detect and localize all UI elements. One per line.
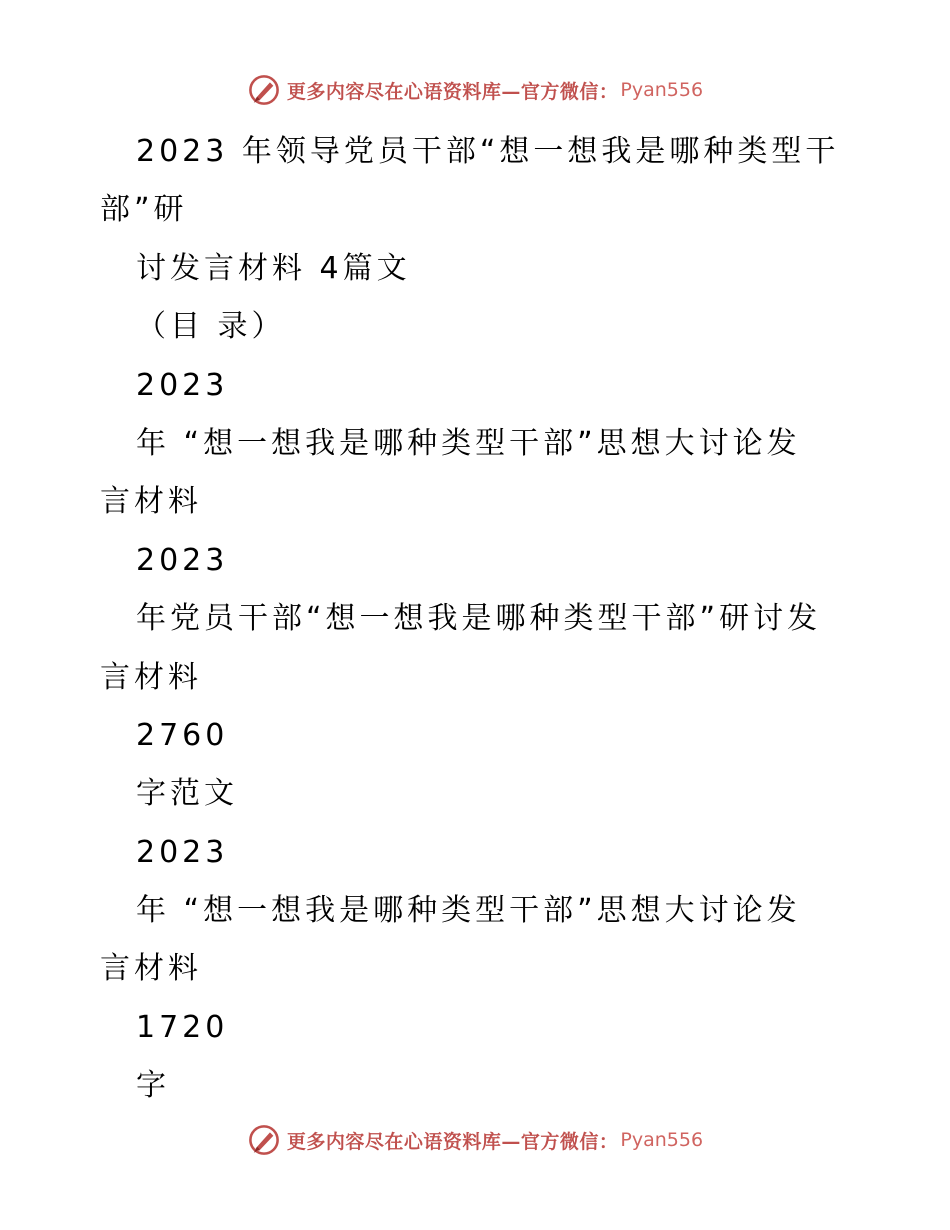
header-watermark <box>0 70 950 110</box>
toc-entry-line-continued: 言材料 <box>100 659 202 695</box>
title-line: 讨发言材料 4篇文 <box>136 250 411 286</box>
toc-entry-line: 2760 <box>136 717 229 753</box>
toc-entry-line: 1720 <box>136 1009 229 1045</box>
banner-text: 更多内容尽在心语资料库—官方微信： <box>286 1130 619 1153</box>
title-line-continued: 部”研 <box>100 192 188 228</box>
toc-entry-line: 2023 <box>136 542 229 578</box>
pen-logo-icon <box>247 73 281 107</box>
toc-entry-line: 2023 <box>136 367 229 403</box>
banner-wechat-id: Pyan556 <box>620 1129 704 1151</box>
toc-entry-line: 年 “想一想我是哪种类型干部”思想大讨论发 <box>136 425 801 461</box>
footer-watermark <box>0 1120 950 1160</box>
title-line: 2023 年领导党员干部“想一想我是哪种类型干 <box>136 134 840 169</box>
banner-wechat-id: Pyan556 <box>620 79 704 101</box>
toc-heading: （目 录） <box>136 309 286 345</box>
pen-logo-icon <box>247 1123 281 1157</box>
document-body <box>100 123 860 1116</box>
toc-entry-line: 字范文 <box>136 776 238 812</box>
banner-text: 更多内容尽在心语资料库—官方微信： <box>286 80 619 103</box>
toc-entry-line: 字 <box>136 1068 170 1104</box>
toc-entry-line: 2023 <box>136 834 229 870</box>
toc-entry-line: 年党员干部“想一想我是哪种类型干部”研讨发 <box>136 601 822 637</box>
toc-entry-line-continued: 言材料 <box>100 951 202 987</box>
toc-entry-line-continued: 言材料 <box>100 484 202 520</box>
toc-entry-line: 年 “想一想我是哪种类型干部”思想大讨论发 <box>136 893 801 929</box>
